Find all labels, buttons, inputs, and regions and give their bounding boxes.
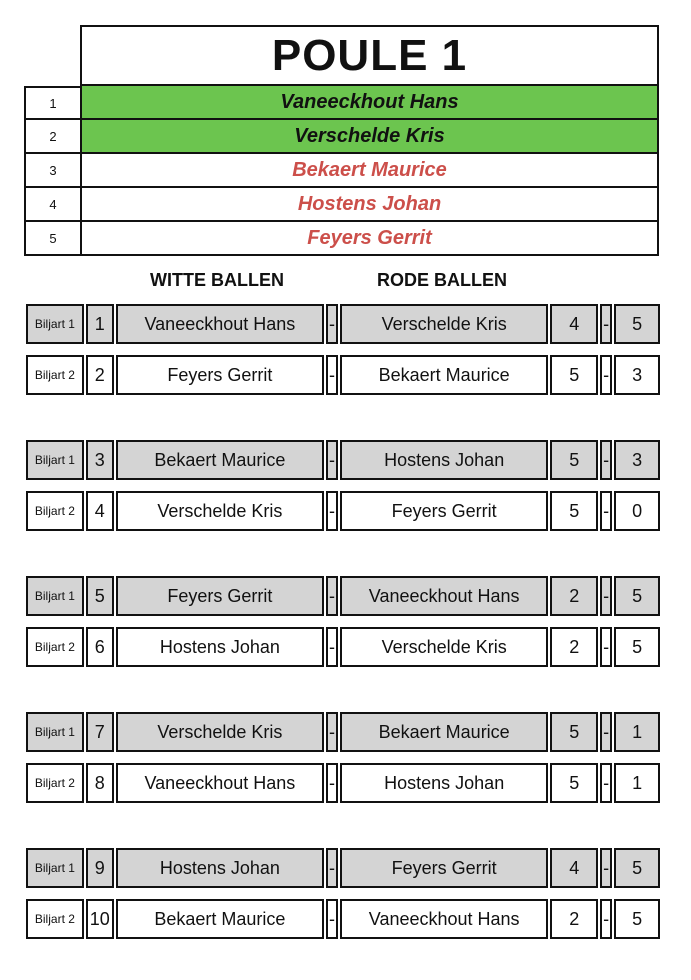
score-separator: - xyxy=(600,763,612,803)
match-number: 5 xyxy=(86,576,114,616)
white-ball-player: Feyers Gerrit xyxy=(116,355,324,395)
score-red: 5 xyxy=(614,576,660,616)
match-row xyxy=(26,848,660,888)
score-red: 1 xyxy=(614,712,660,752)
score-red: 5 xyxy=(614,848,660,888)
match-row xyxy=(26,627,660,667)
ranking-player: Bekaert Maurice xyxy=(80,154,659,188)
versus-separator: - xyxy=(326,712,338,752)
white-ball-player: Bekaert Maurice xyxy=(116,899,324,939)
score-red: 0 xyxy=(614,491,660,531)
score-white: 5 xyxy=(550,763,598,803)
table-label: Biljart 2 xyxy=(26,355,84,395)
red-ball-player: Vaneeckhout Hans xyxy=(340,576,548,616)
red-ball-player: Bekaert Maurice xyxy=(340,712,548,752)
red-ball-player: Feyers Gerrit xyxy=(340,491,548,531)
score-white: 2 xyxy=(550,899,598,939)
ranking-position: 2 xyxy=(24,120,80,154)
score-red: 1 xyxy=(614,763,660,803)
ranking-row xyxy=(24,120,659,154)
score-separator: - xyxy=(600,491,612,531)
ranking-row xyxy=(24,188,659,222)
ranking-player: Hostens Johan xyxy=(80,188,659,222)
match-number: 3 xyxy=(86,440,114,480)
white-ball-player: Hostens Johan xyxy=(116,627,324,667)
ranking-position: 4 xyxy=(24,188,80,222)
table-label: Biljart 2 xyxy=(26,763,84,803)
table-label: Biljart 2 xyxy=(26,899,84,939)
match-number: 8 xyxy=(86,763,114,803)
match-row xyxy=(26,763,660,803)
score-white: 5 xyxy=(550,440,598,480)
table-label: Biljart 1 xyxy=(26,304,84,344)
versus-separator: - xyxy=(326,304,338,344)
red-ball-player: Feyers Gerrit xyxy=(340,848,548,888)
score-white: 2 xyxy=(550,627,598,667)
versus-separator: - xyxy=(326,355,338,395)
ranking-position: 5 xyxy=(24,222,80,256)
table-label: Biljart 2 xyxy=(26,491,84,531)
versus-separator: - xyxy=(326,763,338,803)
ranking-position: 1 xyxy=(24,86,80,120)
match-row xyxy=(26,576,660,616)
match-number: 2 xyxy=(86,355,114,395)
red-ball-player: Hostens Johan xyxy=(340,763,548,803)
match-number: 10 xyxy=(86,899,114,939)
white-ball-player: Feyers Gerrit xyxy=(116,576,324,616)
header-white-balls: WITTE BALLEN xyxy=(150,270,284,290)
versus-separator: - xyxy=(326,627,338,667)
score-separator: - xyxy=(600,848,612,888)
ranking-row xyxy=(24,222,659,256)
white-ball-player: Vaneeckhout Hans xyxy=(116,304,324,344)
match-number: 7 xyxy=(86,712,114,752)
score-separator: - xyxy=(600,440,612,480)
score-separator: - xyxy=(600,899,612,939)
ranking-row xyxy=(24,86,659,120)
score-red: 5 xyxy=(614,899,660,939)
title-row xyxy=(24,25,659,86)
ranking-row xyxy=(24,154,659,188)
ranking-position: 3 xyxy=(24,154,80,188)
match-number: 6 xyxy=(86,627,114,667)
red-ball-player: Bekaert Maurice xyxy=(340,355,548,395)
score-separator: - xyxy=(600,712,612,752)
title-spacer xyxy=(24,25,80,86)
table-label: Biljart 1 xyxy=(26,440,84,480)
score-white: 2 xyxy=(550,576,598,616)
white-ball-player: Verschelde Kris xyxy=(116,491,324,531)
score-red: 3 xyxy=(614,440,660,480)
table-label: Biljart 1 xyxy=(26,576,84,616)
table-label: Biljart 2 xyxy=(26,627,84,667)
match-number: 9 xyxy=(86,848,114,888)
score-white: 5 xyxy=(550,491,598,531)
red-ball-player: Vaneeckhout Hans xyxy=(340,899,548,939)
match-row xyxy=(26,899,660,939)
red-ball-player: Verschelde Kris xyxy=(340,304,548,344)
table-label: Biljart 1 xyxy=(26,848,84,888)
white-ball-player: Bekaert Maurice xyxy=(116,440,324,480)
score-white: 4 xyxy=(550,304,598,344)
score-red: 3 xyxy=(614,355,660,395)
page-title: POULE 1 xyxy=(80,25,659,86)
header-red-balls: RODE BALLEN xyxy=(377,270,507,290)
match-row xyxy=(26,712,660,752)
white-ball-player: Verschelde Kris xyxy=(116,712,324,752)
score-red: 5 xyxy=(614,304,660,344)
score-white: 4 xyxy=(550,848,598,888)
versus-separator: - xyxy=(326,491,338,531)
white-ball-player: Hostens Johan xyxy=(116,848,324,888)
table-label: Biljart 1 xyxy=(26,712,84,752)
match-row xyxy=(26,440,660,480)
match-row xyxy=(26,355,660,395)
match-number: 4 xyxy=(86,491,114,531)
score-separator: - xyxy=(600,627,612,667)
score-separator: - xyxy=(600,304,612,344)
score-separator: - xyxy=(600,355,612,395)
score-separator: - xyxy=(600,576,612,616)
score-red: 5 xyxy=(614,627,660,667)
score-white: 5 xyxy=(550,712,598,752)
match-row xyxy=(26,491,660,531)
ranking-player: Verschelde Kris xyxy=(80,120,659,154)
red-ball-player: Verschelde Kris xyxy=(340,627,548,667)
red-ball-player: Hostens Johan xyxy=(340,440,548,480)
score-white: 5 xyxy=(550,355,598,395)
match-row xyxy=(26,304,660,344)
ranking-player: Vaneeckhout Hans xyxy=(80,86,659,120)
match-number: 1 xyxy=(86,304,114,344)
versus-separator: - xyxy=(326,576,338,616)
ranking-table xyxy=(24,25,659,256)
versus-separator: - xyxy=(326,899,338,939)
white-ball-player: Vaneeckhout Hans xyxy=(116,763,324,803)
versus-separator: - xyxy=(326,440,338,480)
ranking-player: Feyers Gerrit xyxy=(80,222,659,256)
versus-separator: - xyxy=(326,848,338,888)
